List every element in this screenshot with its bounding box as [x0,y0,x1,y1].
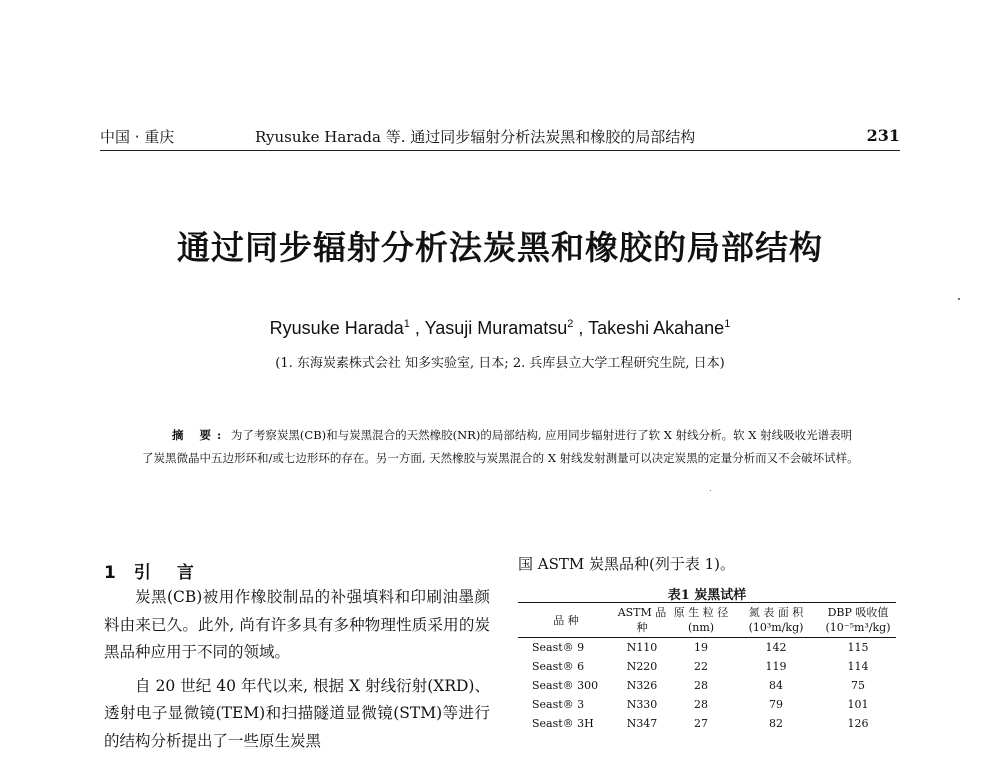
cell-dbp: 114 [847,660,869,673]
author-line [0,318,1000,339]
cell-dbp: 126 [847,717,869,730]
journal-location: 中国 · 重庆 [100,128,175,146]
table-row [518,676,896,695]
col-header-grade: 品 种 [518,603,614,638]
cell-particle-size: 19 [694,641,708,654]
author-separator: , [573,318,589,338]
col-header-astm: ASTM 品 种 [614,603,670,638]
cell-dbp: 115 [847,641,869,654]
cell-dbp: 75 [851,679,865,692]
cell-nitrogen-area: 142 [765,641,787,654]
page-number: 231 [866,126,900,145]
table-row [518,657,896,676]
table-caption: 表1 炭黑试样 [667,588,747,603]
cell-nitrogen-area: 79 [769,698,783,711]
affiliations: (1. 东海炭素株式会社 知多实验室, 日本; 2. 兵库县立大学工程研究生院, 日本) [275,356,725,371]
running-header [100,126,900,152]
cell-grade: Seast® 300 [532,679,599,692]
carbon-black-table [518,602,896,733]
table-row [518,695,896,714]
cell-astm: N326 [626,679,658,692]
cell-dbp: 101 [847,698,869,711]
section-number: 1 [104,563,116,583]
cell-astm: N220 [626,660,658,673]
cell-astm: N347 [626,717,658,730]
table-row [518,714,896,733]
table-row [518,638,896,658]
cell-particle-size: 22 [694,660,708,673]
cell-particle-size: 28 [694,698,708,711]
cell-grade: Seast® 9 [532,641,585,654]
scan-speck [958,298,960,300]
col-header-particle-size: 原 生 粒 径 (nm) [670,603,732,638]
author-affil-mark: 1 [403,318,410,330]
abstract-label: 摘 要: [172,428,228,442]
cell-nitrogen-area: 82 [769,717,783,730]
cell-grade: Seast® 6 [532,660,585,673]
abstract-text: 为了考察炭黑(CB)和与炭黑混合的天然橡胶(NR)的局部结构, 应用同步辐射进行了软 X 射线分析。软 X 射线吸收光谱表明了炭黑微晶中五边形环和/或七边形环的存在。另一方面, 天然橡胶与炭黑混合的 X 射线发射测量可以决定炭黑的定量分析而又不会破坏试样。 [142,428,859,465]
cell-astm: N110 [626,641,658,654]
author-separator: , [409,318,425,338]
left-column [104,584,490,761]
author-affil-mark: 1 [724,318,731,330]
cell-nitrogen-area: 84 [769,679,783,692]
right-column-lead: 国 ASTM 炭黑品种(列于表 1)。 [518,555,736,573]
author-name: Takeshi Akahane [588,318,725,338]
cell-particle-size: 27 [694,717,708,730]
cell-grade: Seast® 3H [532,717,594,730]
author-name: Yasuji Muramatsu [424,318,568,338]
section-heading [104,558,194,583]
cell-particle-size: 28 [694,679,708,692]
paper-title: 通过同步辐射分析法炭黑和橡胶的局部结构 [177,228,823,267]
body-paragraph: 自 20 世纪 40 年代以来, 根据 X 射线衍射(XRD)、透射电子显微镜(TEM)和扫描隧道显微镜(STM)等进行的结构分析提出了一些原生炭黑 [104,676,490,750]
body-paragraph: 炭黑(CB)被用作橡胶制品的补强填料和印刷油墨颜料由来已久。此外, 尚有许多具有多种物理性质采用的炭黑品种应用于不同的领域。 [104,588,490,661]
running-title: Ryusuke Harada 等. 通过同步辐射分析法炭黑和橡胶的局部结构 [255,128,696,146]
cell-astm: N330 [626,698,658,711]
abstract [142,424,862,470]
scan-speck [710,490,711,491]
author-affil-mark: 2 [567,318,574,330]
section-title-part: 言 [176,563,194,583]
section-title-part: 引 [133,563,151,583]
col-header-dbp: DBP 吸收值 (10⁻⁵m³/kg) [820,603,896,638]
cell-nitrogen-area: 119 [765,660,787,673]
author-name: Ryusuke Harada [269,318,404,338]
col-header-nitrogen-area: 氮 表 面 积 (10³m/kg) [732,603,820,638]
table-header-row [518,603,896,638]
header-rule [100,150,900,151]
cell-grade: Seast® 3 [532,698,585,711]
